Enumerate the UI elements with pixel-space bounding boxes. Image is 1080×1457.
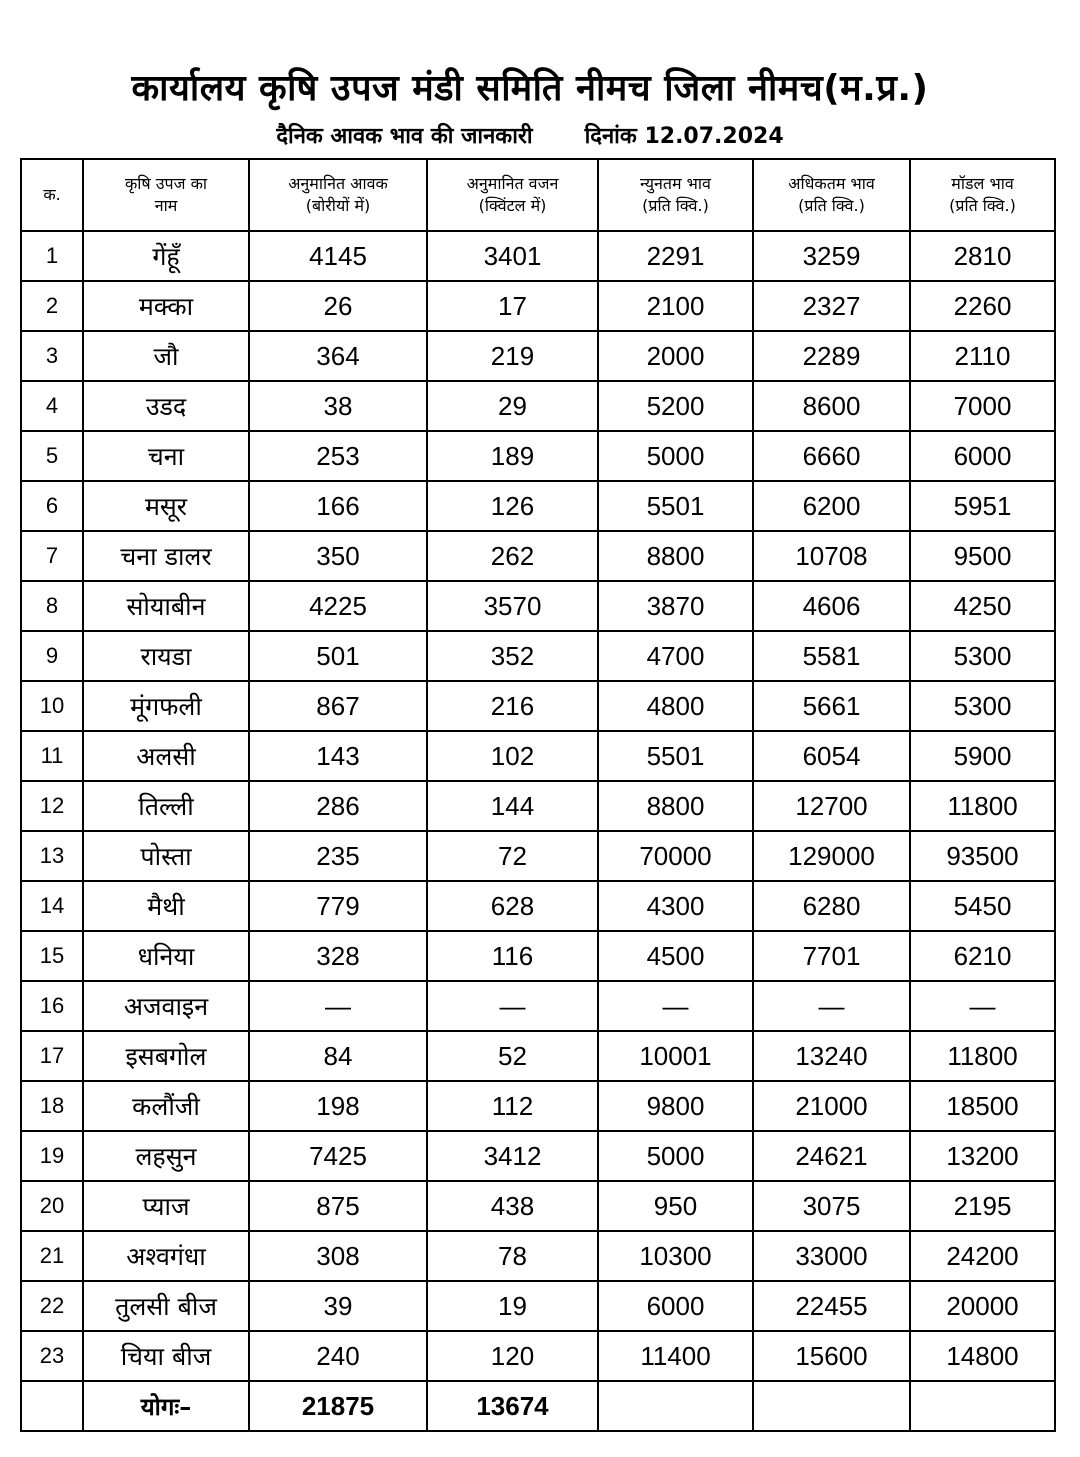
estimated-arrival: 867 [249,681,427,731]
serial-number: 22 [21,1281,83,1331]
total-weight: 13674 [427,1381,598,1431]
table-row [21,631,1055,681]
crop-name: मैथी [83,881,249,931]
col-header-arrival: अनुमानित आवक (बोरीयों में) [249,159,427,231]
estimated-arrival: 308 [249,1231,427,1281]
total-label: योगः– [83,1381,249,1431]
crop-name: चना डालर [83,531,249,581]
max-rate: 21000 [753,1081,910,1131]
crop-name: अजवाइन [83,981,249,1031]
serial-number: 4 [21,381,83,431]
max-rate: 10708 [753,531,910,581]
col-header-sn: क. [21,159,83,231]
model-rate: 5300 [910,631,1055,681]
max-rate: 5661 [753,681,910,731]
estimated-weight: 126 [427,481,598,531]
model-rate: 93500 [910,831,1055,881]
min-rate: 2291 [598,231,753,281]
max-rate: 33000 [753,1231,910,1281]
estimated-arrival: 328 [249,931,427,981]
min-rate: 2000 [598,331,753,381]
max-rate: 15600 [753,1331,910,1381]
estimated-weight: — [427,981,598,1031]
table-row [21,831,1055,881]
crop-name: कलौंजी [83,1081,249,1131]
crop-name: पोस्ता [83,831,249,881]
col-header-crop: कृषि उपज का नाम [83,159,249,231]
table-row [21,281,1055,331]
estimated-weight: 112 [427,1081,598,1131]
crop-name: रायडा [83,631,249,681]
min-rate: 70000 [598,831,753,881]
min-rate: 950 [598,1181,753,1231]
model-rate: 20000 [910,1281,1055,1331]
max-rate: — [753,981,910,1031]
estimated-weight: 216 [427,681,598,731]
crop-name: चिया बीज [83,1331,249,1381]
min-rate: 5200 [598,381,753,431]
table-row [21,531,1055,581]
max-rate: 4606 [753,581,910,631]
crop-name: तुलसी बीज [83,1281,249,1331]
estimated-arrival: 286 [249,781,427,831]
max-rate: 3259 [753,231,910,281]
table-row [21,481,1055,531]
estimated-weight: 52 [427,1031,598,1081]
serial-number: 15 [21,931,83,981]
table-row [21,681,1055,731]
estimated-arrival: 501 [249,631,427,681]
min-rate: 10300 [598,1231,753,1281]
serial-number: 6 [21,481,83,531]
serial-number: 5 [21,431,83,481]
page-title: कार्यालय कृषि उपज मंडी समिति नीमच जिला नीमच(म.प्र.) [131,68,929,109]
min-rate: 2100 [598,281,753,331]
estimated-arrival: — [249,981,427,1031]
estimated-arrival: 364 [249,331,427,381]
date-label: दिनांक [584,124,637,149]
crop-name: अश्वगंधा [83,1231,249,1281]
crop-name: मसूर [83,481,249,531]
table-row [21,1231,1055,1281]
table-row [21,1081,1055,1131]
col-header-max-rate: अधिकतम भाव (प्रति क्वि.) [753,159,910,231]
model-rate: 24200 [910,1231,1055,1281]
serial-number: 18 [21,1081,83,1131]
total-blank [598,1381,753,1431]
min-rate: 5000 [598,1131,753,1181]
table-row [21,431,1055,481]
estimated-arrival: 26 [249,281,427,331]
model-rate: 6210 [910,931,1055,981]
crop-name: धनिया [83,931,249,981]
table-row [21,381,1055,431]
serial-number: 13 [21,831,83,881]
table-row [21,881,1055,931]
min-rate: 4500 [598,931,753,981]
estimated-weight: 102 [427,731,598,781]
table-row [21,731,1055,781]
crop-name: तिल्ली [83,781,249,831]
min-rate: 5000 [598,431,753,481]
serial-number: 2 [21,281,83,331]
crop-name: प्याज [83,1181,249,1231]
subtitle-text: दैनिक आवक भाव की जानकारी [276,124,533,149]
mandi-rates-table [20,158,1056,1432]
max-rate: 13240 [753,1031,910,1081]
min-rate: — [598,981,753,1031]
min-rate: 4300 [598,881,753,931]
model-rate: 11800 [910,1031,1055,1081]
serial-number: 12 [21,781,83,831]
model-rate: 2810 [910,231,1055,281]
estimated-weight: 352 [427,631,598,681]
max-rate: 8600 [753,381,910,431]
model-rate: 5900 [910,731,1055,781]
max-rate: 24621 [753,1131,910,1181]
model-rate: 2195 [910,1181,1055,1231]
serial-number: 20 [21,1181,83,1231]
max-rate: 2327 [753,281,910,331]
model-rate: 5951 [910,481,1055,531]
min-rate: 6000 [598,1281,753,1331]
estimated-weight: 116 [427,931,598,981]
crop-name: मूंगफली [83,681,249,731]
min-rate: 4700 [598,631,753,681]
estimated-arrival: 4145 [249,231,427,281]
serial-number: 17 [21,1031,83,1081]
crop-name: गेंहूँ [83,231,249,281]
model-rate: 2110 [910,331,1055,381]
model-rate: 5450 [910,881,1055,931]
min-rate: 5501 [598,481,753,531]
estimated-arrival: 7425 [249,1131,427,1181]
model-rate: 5300 [910,681,1055,731]
crop-name: चना [83,431,249,481]
estimated-arrival: 198 [249,1081,427,1131]
estimated-weight: 189 [427,431,598,481]
crop-name: इसबगोल [83,1031,249,1081]
min-rate: 9800 [598,1081,753,1131]
estimated-arrival: 4225 [249,581,427,631]
estimated-arrival: 779 [249,881,427,931]
table-row [21,981,1055,1031]
min-rate: 11400 [598,1331,753,1381]
estimated-weight: 3412 [427,1131,598,1181]
crop-name: मक्का [83,281,249,331]
estimated-arrival: 253 [249,431,427,481]
serial-number: 3 [21,331,83,381]
estimated-arrival: 84 [249,1031,427,1081]
total-blank [910,1381,1055,1431]
total-blank [753,1381,910,1431]
estimated-weight: 438 [427,1181,598,1231]
min-rate: 3870 [598,581,753,631]
estimated-arrival: 235 [249,831,427,881]
min-rate: 8800 [598,531,753,581]
max-rate: 6660 [753,431,910,481]
estimated-arrival: 39 [249,1281,427,1331]
crop-name: जौ [83,331,249,381]
crop-name: लहसुन [83,1131,249,1181]
estimated-weight: 17 [427,281,598,331]
col-header-weight: अनुमानित वजन (क्विंटल में) [427,159,598,231]
estimated-weight: 19 [427,1281,598,1331]
table-row [21,331,1055,381]
table-row [21,1281,1055,1331]
estimated-weight: 29 [427,381,598,431]
model-rate: — [910,981,1055,1031]
model-rate: 9500 [910,531,1055,581]
min-rate: 10001 [598,1031,753,1081]
crop-name: अलसी [83,731,249,781]
model-rate: 13200 [910,1131,1055,1181]
serial-number: 19 [21,1131,83,1181]
total-blank [21,1381,83,1431]
serial-number: 9 [21,631,83,681]
estimated-weight: 3401 [427,231,598,281]
model-rate: 2260 [910,281,1055,331]
model-rate: 6000 [910,431,1055,481]
table-row [21,1031,1055,1081]
crop-name: सोयाबीन [83,581,249,631]
max-rate: 6054 [753,731,910,781]
serial-number: 23 [21,1331,83,1381]
max-rate: 6200 [753,481,910,531]
max-rate: 2289 [753,331,910,381]
serial-number: 14 [21,881,83,931]
table-row [21,1131,1055,1181]
estimated-weight: 262 [427,531,598,581]
estimated-arrival: 143 [249,731,427,781]
col-header-min-rate: न्युनतम भाव (प्रति क्वि.) [598,159,753,231]
model-rate: 18500 [910,1081,1055,1131]
max-rate: 7701 [753,931,910,981]
estimated-arrival: 350 [249,531,427,581]
min-rate: 8800 [598,781,753,831]
estimated-weight: 78 [427,1231,598,1281]
model-rate: 7000 [910,381,1055,431]
estimated-weight: 144 [427,781,598,831]
col-header-model-rate: मॉडल भाव (प्रति क्वि.) [910,159,1055,231]
max-rate: 22455 [753,1281,910,1331]
min-rate: 5501 [598,731,753,781]
model-rate: 11800 [910,781,1055,831]
serial-number: 10 [21,681,83,731]
model-rate: 4250 [910,581,1055,631]
crop-name: उडद [83,381,249,431]
table-row [21,581,1055,631]
table-header-row [21,159,1055,231]
total-row [21,1381,1055,1431]
max-rate: 12700 [753,781,910,831]
serial-number: 11 [21,731,83,781]
serial-number: 16 [21,981,83,1031]
page-subtitle [0,120,1060,150]
estimated-weight: 3570 [427,581,598,631]
serial-number: 21 [21,1231,83,1281]
table-row [21,931,1055,981]
estimated-arrival: 38 [249,381,427,431]
table-row [21,231,1055,281]
estimated-arrival: 875 [249,1181,427,1231]
max-rate: 5581 [753,631,910,681]
estimated-arrival: 240 [249,1331,427,1381]
total-bags: 21875 [249,1381,427,1431]
serial-number: 7 [21,531,83,581]
model-rate: 14800 [910,1331,1055,1381]
table-row [21,1331,1055,1381]
max-rate: 6280 [753,881,910,931]
estimated-weight: 219 [427,331,598,381]
serial-number: 1 [21,231,83,281]
estimated-arrival: 166 [249,481,427,531]
table-row [21,781,1055,831]
table-body [21,231,1055,1381]
estimated-weight: 628 [427,881,598,931]
report-date: 12.07.2024 [644,124,784,149]
table-row [21,1181,1055,1231]
estimated-weight: 120 [427,1331,598,1381]
max-rate: 3075 [753,1181,910,1231]
estimated-weight: 72 [427,831,598,881]
serial-number: 8 [21,581,83,631]
max-rate: 129000 [753,831,910,881]
min-rate: 4800 [598,681,753,731]
